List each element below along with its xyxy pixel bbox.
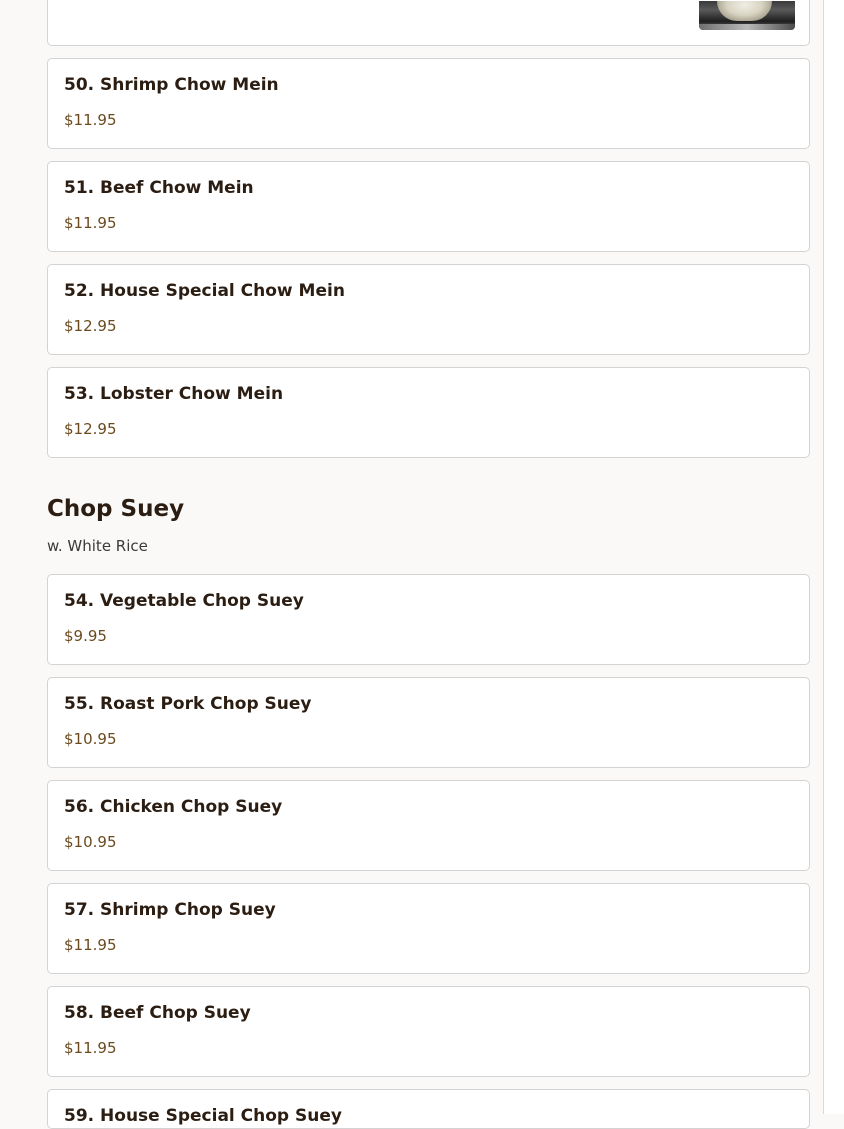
menu-item-card[interactable] <box>47 986 810 1077</box>
menu-item-name: 57. Shrimp Chop Suey <box>64 900 276 920</box>
menu-item-name: 59. House Special Chop Suey <box>64 1106 342 1126</box>
right-panel <box>824 0 844 1114</box>
menu-item-name: 52. House Special Chow Mein <box>64 281 345 301</box>
menu-item-card[interactable] <box>47 161 810 252</box>
menu-item-name: 54. Vegetable Chop Suey <box>64 591 304 611</box>
plate-image <box>699 24 795 30</box>
menu-item-card[interactable] <box>47 58 810 149</box>
menu-item-price: $12.95 <box>64 420 117 438</box>
menu-item-price: $11.95 <box>64 111 117 129</box>
food-image <box>717 1 772 21</box>
menu-item-name: 50. Shrimp Chow Mein <box>64 75 279 95</box>
menu-item-card[interactable] <box>47 264 810 355</box>
section-subtitle: w. White Rice <box>47 537 148 555</box>
menu-item-photo[interactable] <box>699 1 795 30</box>
menu-item-name: 53. Lobster Chow Mein <box>64 384 284 404</box>
menu-item-price: $10.95 <box>64 730 117 748</box>
menu-item-card[interactable] <box>47 367 810 458</box>
menu-item-card[interactable] <box>47 1089 810 1129</box>
menu-item-price: $11.95 <box>64 936 117 954</box>
menu-item-card[interactable] <box>47 780 810 871</box>
menu-item-price: $11.95 <box>64 214 117 232</box>
menu-item-price: $11.95 <box>64 1039 117 1057</box>
menu-item-name: 51. Beef Chow Mein <box>64 178 254 198</box>
menu-item-card[interactable] <box>47 574 810 665</box>
menu-item-name: 58. Beef Chop Suey <box>64 1003 251 1023</box>
menu-item-price: $12.95 <box>64 317 117 335</box>
menu-item-price: $9.95 <box>64 627 107 645</box>
menu-item-name: 55. Roast Pork Chop Suey <box>64 694 312 714</box>
menu-item-price: $10.95 <box>64 833 117 851</box>
menu-item-card[interactable] <box>47 883 810 974</box>
menu-item-name: 56. Chicken Chop Suey <box>64 797 283 817</box>
menu-item-card[interactable] <box>47 677 810 768</box>
menu-item-card-partial[interactable] <box>47 0 810 46</box>
section-title: Chop Suey <box>47 496 185 522</box>
